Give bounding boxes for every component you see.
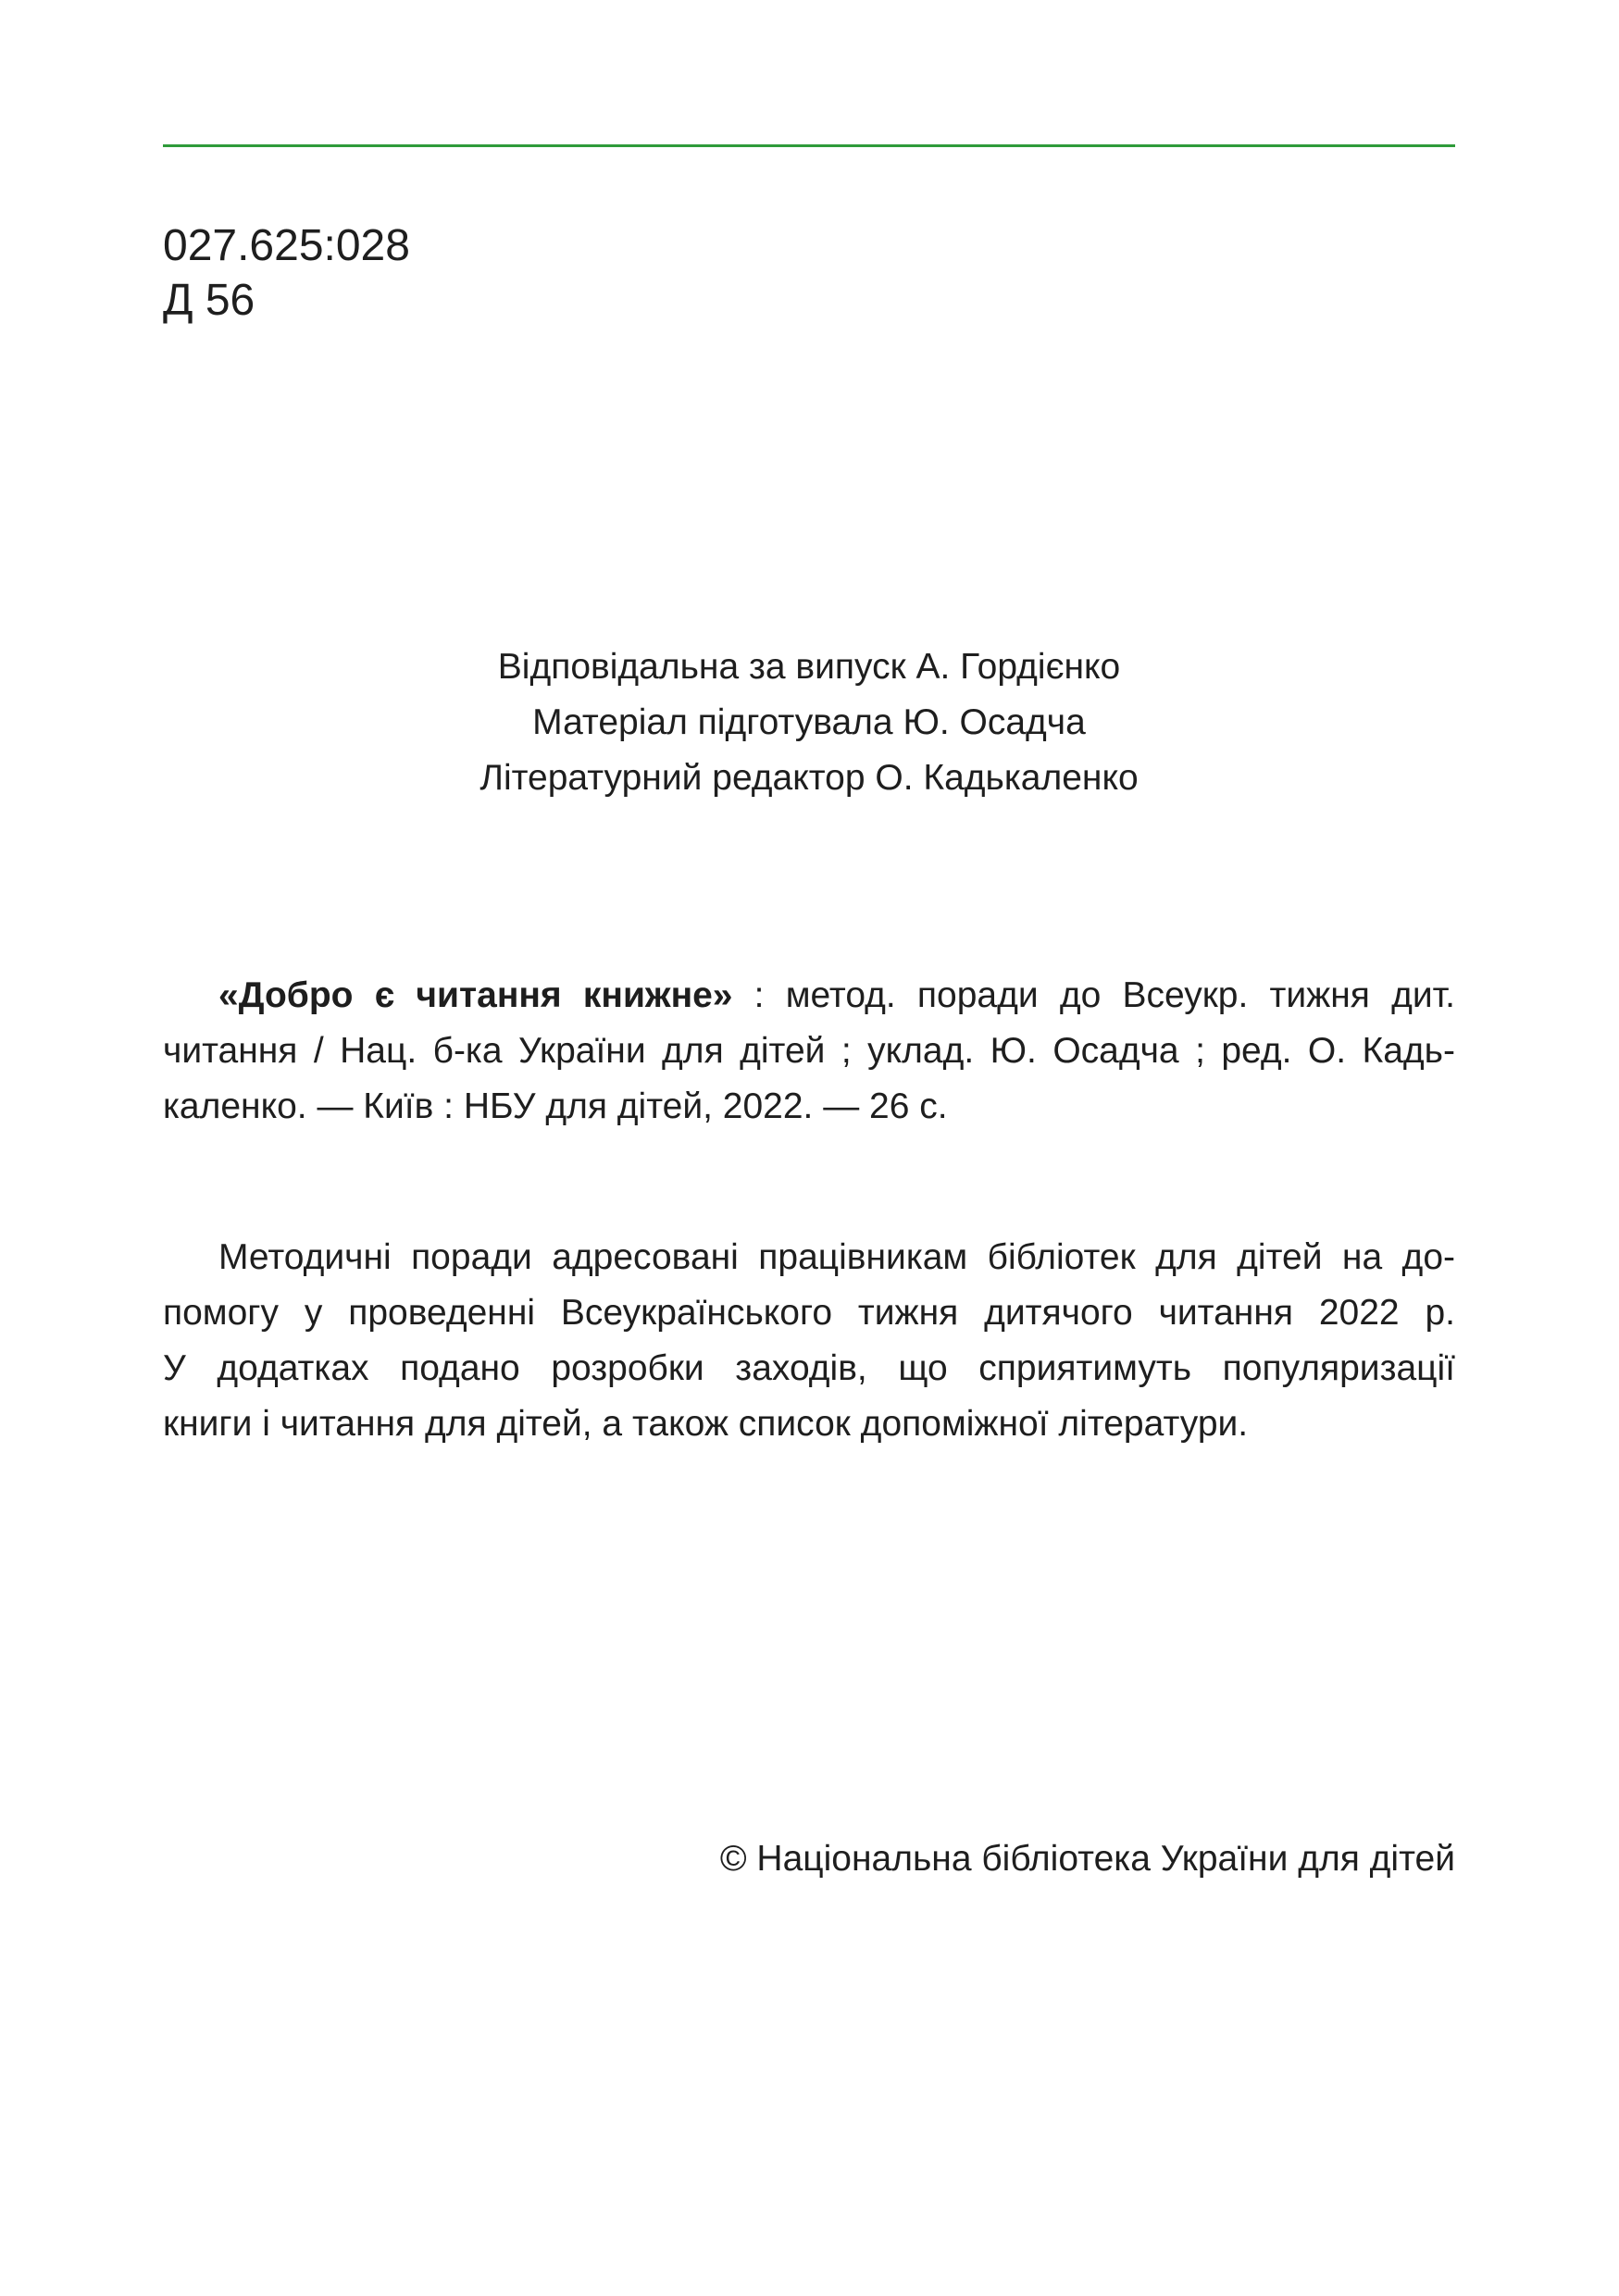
udc-code: 027.625:028 [163, 221, 410, 270]
biblio-line-2: читання / Нац. б-ка України для дітей ; уклад. Ю. Осадча ; ред. О. Кадь- [163, 1031, 1455, 1071]
credits-block [163, 639, 1455, 806]
abstract-line-2: помогу у проведенні Всеукраїнського тижня дитячого читання 2022 р. [163, 1293, 1455, 1333]
biblio-line-1-rest: : метод. поради до Всеукр. тижня дит. [732, 975, 1455, 1015]
bibliographic-description [163, 968, 1455, 1135]
abstract-paragraph [163, 1230, 1455, 1452]
credit-editor: Літературний редактор О. Кадькаленко [479, 758, 1139, 798]
credit-responsible: Відповідальна за випуск А. Гордієнко [497, 647, 1121, 687]
biblio-line-3: каленко. — Київ : НБУ для дітей, 2022. — 26 с. [163, 1086, 948, 1126]
author-mark: Д 56 [163, 276, 255, 325]
book-title: «Добро є читання книжне» [218, 975, 733, 1015]
biblio-line-1 [163, 968, 1455, 1024]
abstract-line-4: книги і читання для дітей, а також список допоміжної літератури. [163, 1404, 1249, 1444]
top-green-rule [163, 144, 1455, 147]
abstract-line-1: Методичні поради адресовані працівникам бібліотек для дітей на до- [218, 1237, 1455, 1277]
classification-block [163, 218, 410, 328]
copyright-notice: © Національна бібліотека України для дітей [719, 1839, 1455, 1879]
credit-prepared-by: Матеріал підготувала Ю. Осадча [532, 702, 1086, 742]
abstract-line-3: У додатках подано розробки заходів, що сприятимуть популяризації [163, 1348, 1455, 1388]
